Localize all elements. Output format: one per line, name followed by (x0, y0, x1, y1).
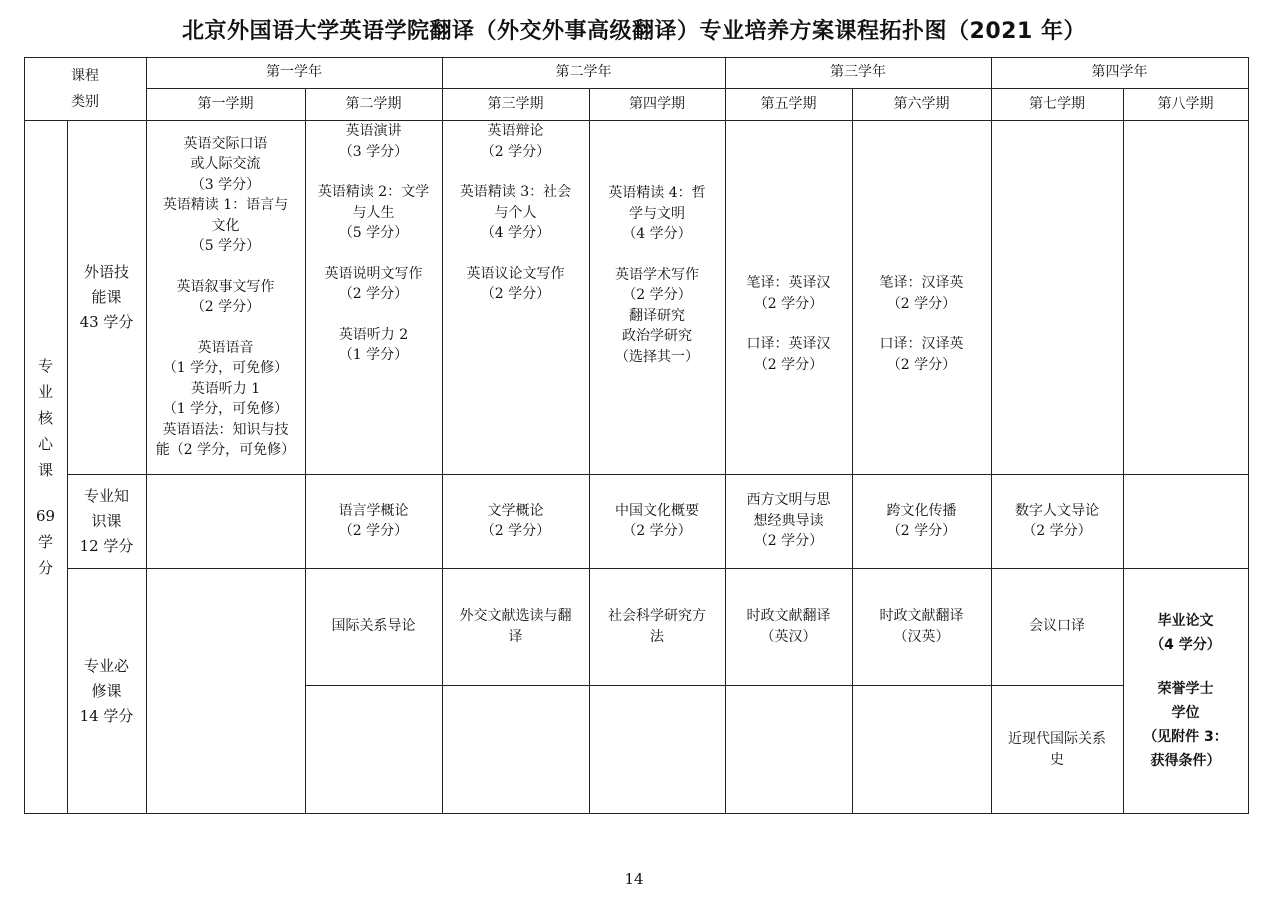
course-line: （2 学分） (886, 523, 957, 539)
required-s4-cell (589, 568, 725, 685)
cell-text (593, 606, 721, 647)
semester-6-header: 第六学期 (893, 95, 950, 112)
course-line: （汉英） (893, 628, 950, 645)
course-line: 想经典导读 (753, 512, 824, 529)
course-line: （选择其一） (615, 348, 699, 365)
core-char: 课 (37, 461, 53, 479)
knowledge-s5-cell (725, 474, 852, 568)
row-label-line: 修课 (91, 681, 122, 700)
spacer-line (446, 162, 585, 182)
course-line: 笔译：英译汉 (746, 275, 831, 291)
cell-text (856, 501, 987, 542)
course-line: （3 学分） (190, 176, 261, 193)
course-line: 法 (650, 628, 664, 645)
course-line: （2 学分） (622, 287, 692, 303)
course-line: （4 学分） (1150, 637, 1221, 653)
skills-s2-cell (305, 121, 442, 474)
cell-text (593, 183, 721, 367)
required-s3-cell (442, 568, 589, 685)
required-s6-cell (852, 568, 991, 685)
course-line: （5 学分） (190, 238, 261, 254)
row-label-line: 12 学分 (79, 536, 134, 555)
core-char: 心 (37, 435, 53, 453)
course-line: 政治学研究 (622, 328, 692, 344)
course-line: （2 学分） (886, 356, 957, 373)
course-line: 荣誉学士 (1157, 681, 1214, 697)
skills-s5-cell (725, 273, 852, 473)
required-s8-cell (1123, 568, 1248, 814)
required-s2-cell (305, 568, 442, 685)
semester-5-header: 第五学期 (760, 95, 817, 112)
course-line: （4 学分） (480, 225, 551, 241)
spacer-line (309, 244, 438, 264)
year-3-header: 第三学年 (830, 64, 886, 81)
course-line: 西方文明与思 (746, 492, 831, 509)
cell-text (1127, 609, 1244, 773)
course-line: 英语精读 3：社会 (459, 184, 572, 200)
course-line: （2 学分） (753, 356, 824, 373)
year-2-header: 第二学年 (555, 64, 612, 81)
course-line: （1 学分） (338, 347, 409, 363)
spacer-line (593, 245, 721, 265)
course-line: 英语语音 (197, 339, 254, 356)
course-line: 时政文献翻译 (879, 608, 964, 624)
required-s7a-cell (991, 568, 1123, 685)
cell-text (446, 121, 585, 305)
course-line: 文化 (211, 217, 240, 234)
course-line: 会议口译 (1029, 618, 1085, 635)
cell-text (309, 501, 438, 542)
course-line: 或人际交流 (190, 156, 261, 172)
spacer-line (309, 305, 438, 325)
course-line: 学位 (1171, 705, 1200, 721)
row-label-knowledge (67, 474, 146, 568)
course-line: 文学概论 (487, 502, 544, 519)
header-category (24, 57, 146, 120)
course-line: （2 学分） (1022, 523, 1092, 539)
cell-text (729, 490, 848, 552)
core-credits: 69 (35, 507, 56, 525)
row-label-line: 能课 (91, 287, 122, 306)
core-char: 学 (37, 533, 53, 551)
semester-8-header: 第八学期 (1157, 95, 1214, 112)
core-char: 分 (37, 559, 53, 577)
course-line: 英语议论文写作 (466, 265, 565, 282)
semester-1-header: 第一学期 (197, 95, 254, 112)
course-line: 英语叙事文写作 (176, 278, 275, 295)
course-line: （2 学分） (190, 299, 261, 315)
course-line: 外交文献选读与翻 (459, 608, 572, 624)
course-line: （英汉） (760, 628, 817, 645)
row-label-line: 识课 (91, 511, 122, 530)
spacer-line (309, 162, 438, 182)
course-line: 英语说明文写作 (324, 265, 423, 282)
knowledge-s3-cell (442, 474, 589, 568)
spacer-line (150, 257, 301, 277)
spacer-line (150, 318, 301, 338)
semester-7-header: 第七学期 (1029, 95, 1085, 112)
row-label-line: 专业必 (83, 656, 129, 675)
course-line: （1 学分，可免修） (162, 401, 289, 417)
cell-text (856, 606, 987, 647)
knowledge-s2-cell (305, 474, 442, 568)
course-line: 时政文献翻译 (746, 608, 831, 624)
core-course-label (24, 354, 67, 580)
course-line: 与个人 (494, 204, 537, 221)
cell-text (309, 616, 438, 637)
course-line: 笔译：汉译英 (879, 275, 964, 291)
course-line: 英语交际口语 (183, 135, 268, 152)
core-char: 业 (37, 383, 53, 401)
row-label-required (67, 568, 146, 814)
course-line: （1 学分，可免修） (162, 360, 289, 376)
course-line: （3 学分） (338, 143, 409, 160)
row-label-line: 43 学分 (79, 312, 134, 331)
required-s7b-cell (991, 685, 1123, 814)
course-line: （2 学分） (622, 523, 692, 539)
skills-s6-cell (852, 273, 991, 473)
course-line: 英语学术写作 (615, 266, 699, 283)
cell-text (446, 501, 585, 542)
spacer-line (446, 244, 585, 264)
cell-text (593, 501, 721, 542)
course-line: （见附件 3： (1143, 729, 1228, 745)
knowledge-s6-cell (852, 474, 991, 568)
row-label-line: 外语技 (83, 262, 129, 281)
course-line: 英语辩论 (487, 123, 544, 139)
year-4-header: 第四学年 (1091, 64, 1148, 81)
course-line: 英语精读 2：文学 (317, 184, 430, 200)
course-line: 近现代国际关系 (1008, 731, 1106, 747)
skills-s4-cell (589, 183, 725, 473)
course-line: 英语听力 1 (190, 380, 261, 397)
cell-text (309, 121, 438, 366)
spacer-line (1127, 657, 1244, 677)
knowledge-s7-cell (991, 474, 1123, 568)
course-line: （2 学分） (480, 143, 551, 160)
course-line: 与人生 (352, 204, 395, 221)
spacer-line (856, 314, 987, 334)
header-category-line1: 课程 (71, 67, 99, 84)
core-char (28, 483, 63, 503)
course-line: （2 学分） (480, 523, 551, 539)
cell-text (150, 134, 301, 461)
course-line: 能（2 学分，可免修） (155, 442, 296, 458)
course-line: （2 学分） (886, 295, 957, 312)
skills-s1-cell (146, 120, 305, 474)
cell-text (729, 606, 848, 647)
course-line: 史 (1050, 751, 1064, 768)
semester-2-header: 第二学期 (345, 95, 402, 112)
course-line: 英语精读 4：哲 (608, 185, 706, 201)
course-line: 获得条件） (1150, 753, 1221, 769)
semester-3-header: 第三学期 (487, 95, 544, 112)
course-line: 毕业论文 (1157, 613, 1214, 629)
header-category-line2: 类别 (71, 93, 99, 110)
row-label-skills (67, 120, 146, 474)
semester-4-header: 第四学期 (629, 95, 685, 112)
course-line: （2 学分） (338, 286, 409, 302)
core-char: 专 (37, 357, 53, 375)
course-line: 学与文明 (629, 205, 685, 222)
course-line: 社会科学研究方 (608, 608, 706, 624)
course-line: 口译：英译汉 (746, 336, 831, 352)
course-line: 国际关系导论 (331, 618, 416, 635)
cell-text (995, 616, 1119, 637)
course-line: 英语语法：知识与技 (162, 421, 289, 438)
course-line: （5 学分） (338, 225, 409, 241)
skills-s3-cell (442, 121, 589, 474)
cell-text (995, 729, 1119, 770)
core-char: 核 (37, 409, 53, 427)
row-label-line: 专业知 (83, 486, 129, 505)
course-line: 翻译研究 (629, 307, 685, 324)
spacer-line (729, 314, 848, 334)
course-line: 口译：汉译英 (879, 336, 964, 352)
required-s5-cell (725, 568, 852, 685)
cell-text (856, 273, 987, 375)
course-line: （2 学分） (753, 533, 824, 550)
course-line: （4 学分） (622, 226, 692, 242)
course-line: （2 学分） (338, 523, 409, 539)
course-line: 中国文化概要 (615, 502, 699, 519)
course-line: 英语精读 1：语言与 (162, 197, 289, 213)
course-line: 跨文化传播 (886, 502, 957, 519)
year-1-header: 第一学年 (266, 64, 322, 81)
page-number: 14 (624, 870, 644, 888)
course-line: 英语听力 2 (338, 326, 409, 343)
course-line: 数字人文导论 (1015, 502, 1099, 519)
cell-text (995, 501, 1119, 542)
course-line: （2 学分） (753, 295, 824, 312)
course-line: （2 学分） (480, 286, 551, 302)
knowledge-s4-cell (589, 474, 725, 568)
course-line: 语言学概论 (338, 502, 409, 519)
row-label-line: 14 学分 (79, 706, 134, 725)
cell-text (446, 606, 585, 647)
course-line: 英语演讲 (345, 123, 402, 139)
page-title: 北京外国语大学英语学院翻译（外交外事高级翻译）专业培养方案课程拓扑图（2021 年） (182, 19, 1086, 44)
cell-text (729, 273, 848, 375)
course-line: 译 (508, 628, 523, 645)
